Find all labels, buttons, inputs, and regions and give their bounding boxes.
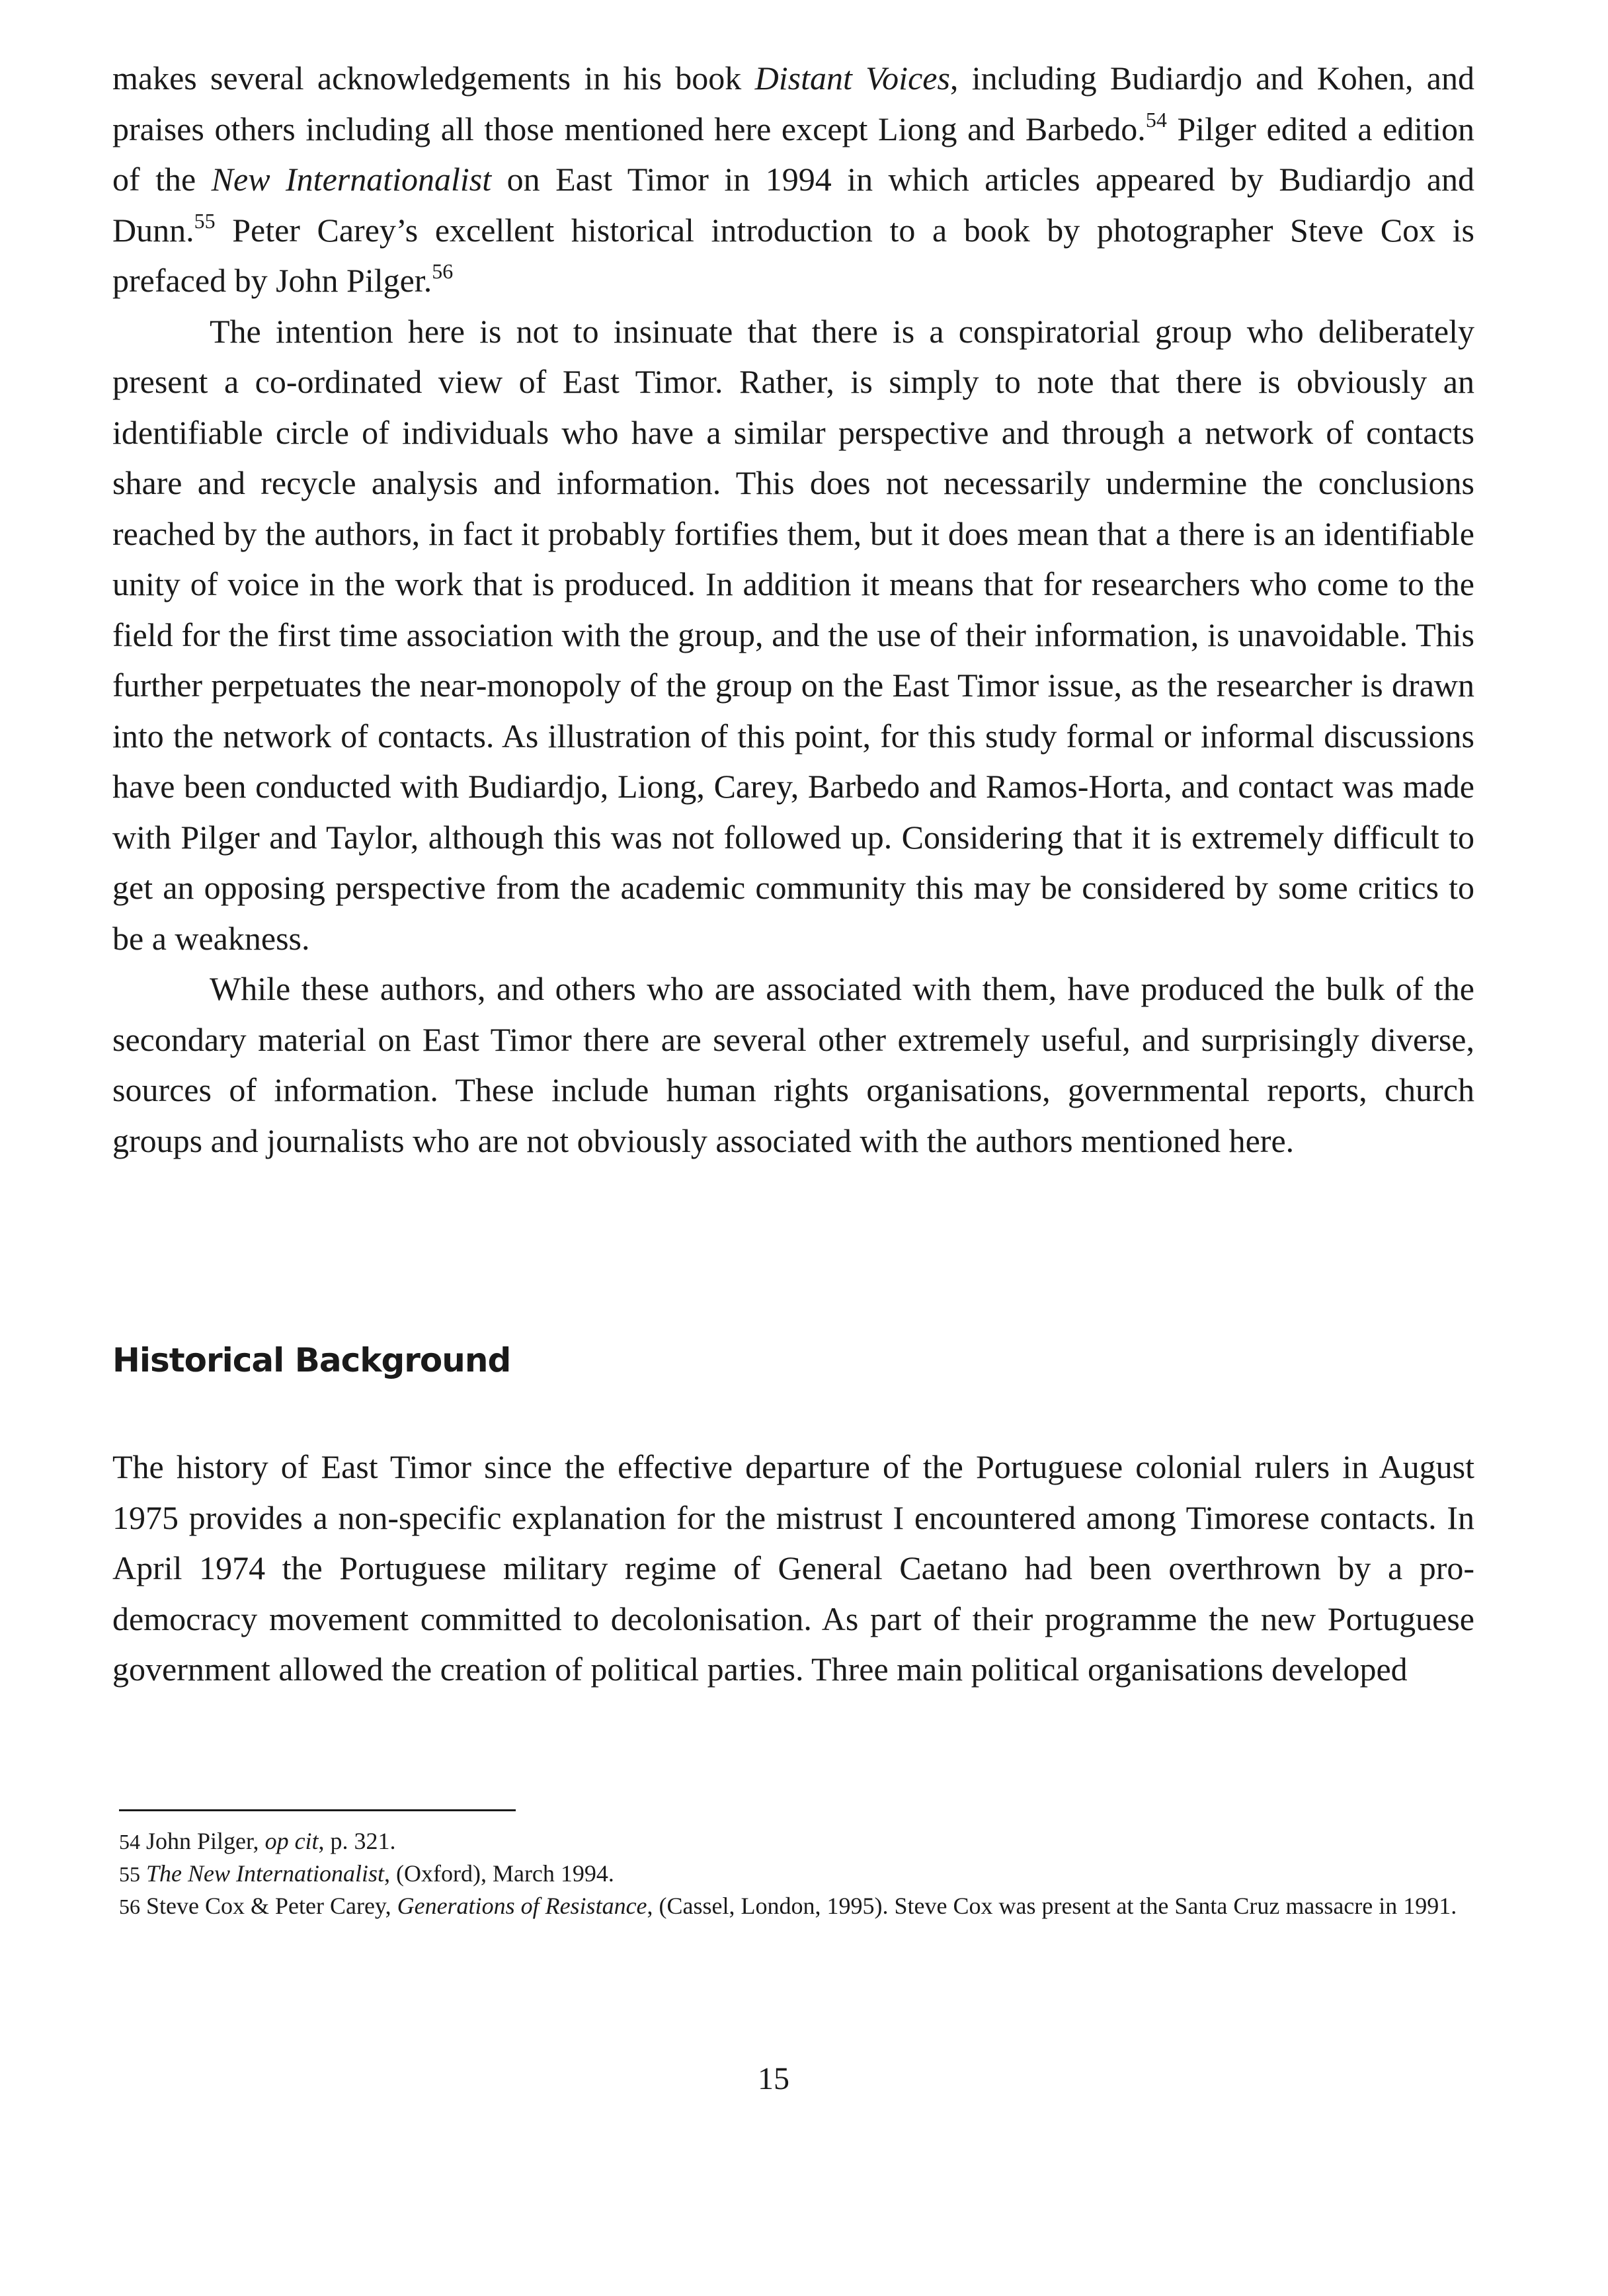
footnote-number: 56 xyxy=(119,1895,140,1918)
italic-text: Distant Voices xyxy=(754,60,950,97)
text-run xyxy=(140,1860,146,1887)
italic-text: op cit xyxy=(264,1828,319,1854)
italic-text: Generations of Resistance xyxy=(397,1893,647,1919)
text-run: The history of East Timor since the effective departure of the Portuguese colonial rulers in August 1975 provides a non-specific explanation for the mistrust I encountered among Timorese contacts. In April 1974 the Portuguese military regime of General Caetano had been overthrown by a pro-democracy movement committed to decolonisation. As part of their programme the new Portuguese government allowed the creation of political parties. Three main political organisations developed xyxy=(112,1448,1474,1688)
text-run: John Pilger, xyxy=(140,1828,265,1854)
paragraph xyxy=(112,1442,1474,1695)
section-heading: Historical Background xyxy=(112,1341,511,1379)
footnote-reference: 55 xyxy=(194,208,216,233)
text-run: , p. 321. xyxy=(318,1828,396,1854)
page-number: 15 xyxy=(758,2061,789,2096)
footnote xyxy=(119,1890,1481,1922)
text-run: , (Cassel, London, 1995). Steve Cox was present at the Santa Cruz massacre in 1991. xyxy=(647,1893,1457,1919)
section-body-text xyxy=(112,1442,1474,1695)
footnote-reference: 56 xyxy=(432,259,454,283)
footnote xyxy=(119,1825,1481,1858)
text-run: , (Oxford), March 1994. xyxy=(384,1860,614,1887)
text-run: Pilger edited a edition of the xyxy=(112,110,1474,198)
footnote-reference: 54 xyxy=(1145,107,1167,132)
document-page xyxy=(112,53,1475,2096)
text-run: makes several acknowledgements in his book xyxy=(112,60,755,97)
italic-text: New Internationalist xyxy=(211,161,492,198)
text-run: While these authors, and others who are associated with them, have produced the bulk of the secondary material on East Timor there are several other extremely useful, and surprisingly diverse, sources of information. These include human rights organisations, governmental reports, church groups and journalists who are not obviously associated with the authors mentioned here. xyxy=(112,970,1474,1159)
footnote-number: 55 xyxy=(119,1862,140,1886)
footnotes xyxy=(119,1825,1481,1922)
footnote-divider xyxy=(119,1809,516,1811)
footnote xyxy=(119,1858,1481,1890)
text-run: The intention here is not to insinuate that there is a conspiratorial group who deliberately present a co-ordinated view of East Timor. Rather, is simply to note that there is obviously an identifiable circle of individuals who have a similar perspective and through a network of contacts share and recycle analysis and information. This does not necessarily undermine the conclusions reached by the authors, in fact it probably fortifies them, but it does mean that a there is an identifiable unity of voice in the work that is produced. In addition it means that for researchers who come to the field for the first time association with the group, and the use of their information, is unavoidable. This further perpetuates the near-monopoly of the group on the East Timor issue, as the researcher is drawn into the network of contacts. As illustration of this point, for this study formal or informal discussions have been conducted with Budiardjo, Liong, Carey, Barbedo and Ramos-Horta, and contact was made with Pilger and Taylor, although this was not followed up. Considering that it is extremely difficult to get an opposing perspective from the academic community this may be considered by some critics to be a weakness. xyxy=(112,312,1474,957)
text-run: , including Budiardjo and Kohen, and praises others including all those mentioned here except Liong and Barbedo. xyxy=(112,60,1474,147)
footnote-number: 54 xyxy=(119,1830,140,1854)
paragraph xyxy=(112,306,1474,964)
text-run: Peter Carey’s excellent historical introduction to a book by photographer Steve Cox is prefaced by John Pilger. xyxy=(112,211,1474,299)
body-text xyxy=(112,53,1474,1166)
text-run: on East Timor in 1994 in which articles appeared by Budiardjo and Dunn. xyxy=(112,161,1475,249)
paragraph xyxy=(112,964,1474,1166)
paragraph xyxy=(112,53,1474,306)
text-run: Steve Cox & Peter Carey, xyxy=(140,1893,397,1919)
italic-text: The New Internationalist xyxy=(146,1860,384,1887)
